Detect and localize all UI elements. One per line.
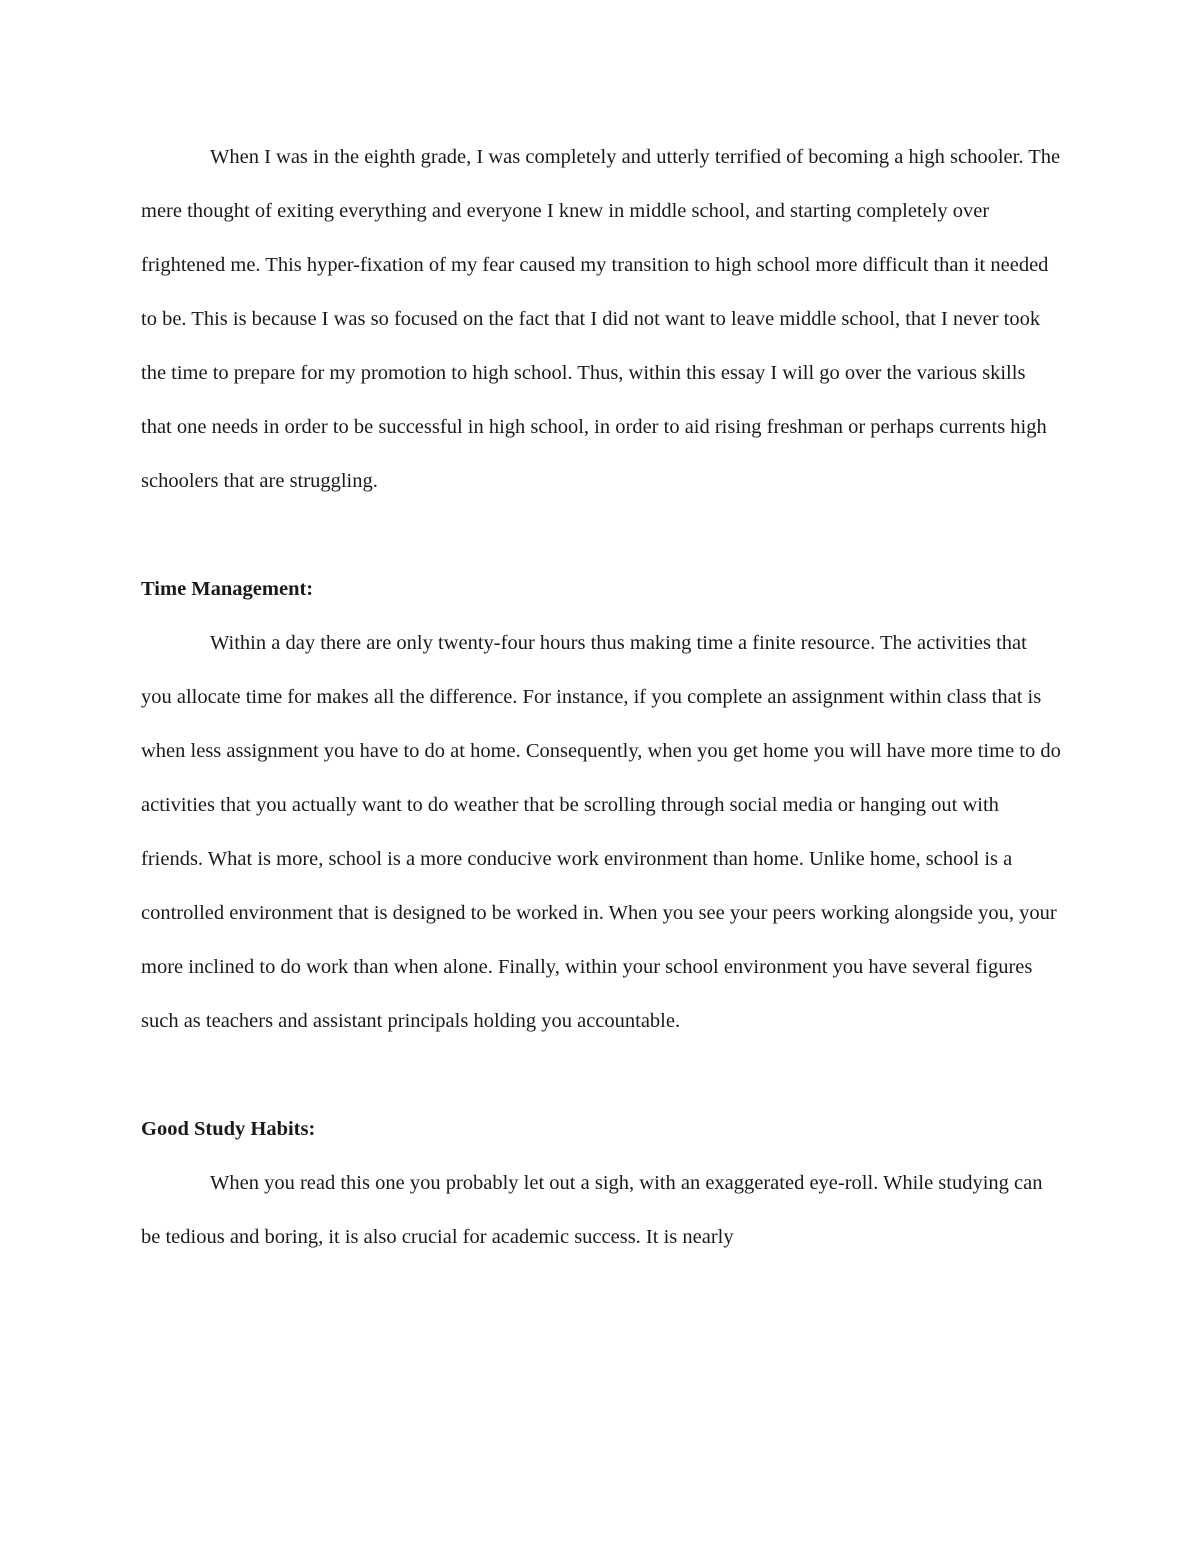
intro-paragraph: When I was in the eighth grade, I was completely and utterly terrified of becoming a high schooler. The mere thought of exiting everything and everyone I knew in middle school, and starting completely over frightened me. This hyper-fixation of my fear caused my transition to high school more difficult than it needed to be. This is because I was so focused on the fact that I did not want to leave middle school, that I never took the time to prepare for my promotion to high school. Thus, within this essay I will go over the various skills that one needs in order to be successful in high school, in order to aid rising freshman or perhaps currents high schoolers that are struggling. (141, 146, 1061, 492)
time-management-paragraph: Within a day there are only twenty-four hours thus making time a finite resource. The activities that you allocate time for makes all the difference. For instance, if you complete an assignment within class that is when less assignment you have to do at home. Consequently, when you get home you will have more time to do activities that you actually want to do weather that be scrolling through social media or hanging out with friends. What is more, school is a more conducive work environment than home. Unlike home, school is a controlled environment that is designed to be worked in. When you see your peers working alongside you, your more inclined to do work than when alone. Finally, within your school environment you have several figures such as teachers and assistant principals holding you accountable. (141, 632, 1061, 1032)
heading-good-study-habits: Good Study Habits: (141, 1118, 316, 1140)
heading-time-management: Time Management: (141, 578, 314, 600)
good-study-habits-paragraph: When you read this one you probably let out a sigh, with an exaggerated eye-roll. While studying can be tedious and boring, it is also crucial for academic success. It is nearly (141, 1172, 1043, 1248)
essay-body (141, 130, 1061, 1264)
